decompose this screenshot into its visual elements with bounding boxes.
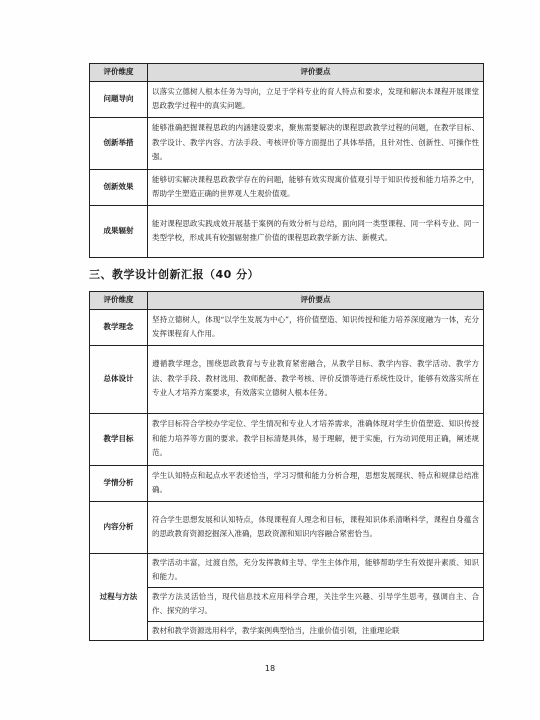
header-points: 评价要点 bbox=[148, 292, 484, 310]
row-points: 学生认知特点和起点水平表述恰当，学习习惯和能力分析合理，思想发展现状、特点和规律总结准确。 bbox=[148, 465, 484, 501]
header-dimension: 评价维度 bbox=[90, 292, 148, 310]
header-dimension: 评价维度 bbox=[90, 64, 148, 82]
evaluation-table-1 bbox=[89, 63, 484, 258]
row-points: 能够切实解决课程思政教学存在的问题，能够有效实现寓价值观引导于知识传授和能力培养之中，帮助学生塑造正确的世界观人生观价值观。 bbox=[148, 169, 484, 205]
table-row bbox=[90, 205, 484, 257]
table-row bbox=[90, 309, 484, 345]
page-number: 18 bbox=[264, 664, 276, 673]
table-header-row bbox=[90, 292, 484, 310]
section-title: 三、教学设计创新汇报（40 分） bbox=[89, 268, 260, 281]
row-points: 教材和教学资源选用科学，教学案例典型恰当，注重价值引领，注重理论联 bbox=[148, 621, 483, 639]
row-points: 以落实立德树人根本任务为导向，立足于学科专业的育人特点和要求，发现和解决本课程开展课堂思政教学过程中的真实问题。 bbox=[148, 81, 484, 117]
row-points: 教学目标符合学校办学定位、学生情况和专业人才培养需求，准确体现对学生价值塑造、知识传授和能力培养等方面的要求。教学目标清楚具体，易于理解，便于实施，行为动词使用正确，阐述规范。 bbox=[148, 413, 484, 465]
row-points: 坚持立德树人，体现“以学生发展为中心”，将价值塑造、知识传授和能力培养深度融为一体，充分发挥课程育人作用。 bbox=[148, 309, 484, 345]
row-dimension: 总体设计 bbox=[90, 345, 148, 413]
row-dimension: 教学目标 bbox=[90, 413, 148, 465]
row-dimension: 成果辐射 bbox=[90, 205, 148, 257]
row-points-group bbox=[148, 553, 484, 641]
row-dimension: 创新举措 bbox=[90, 117, 148, 169]
table-row bbox=[90, 465, 484, 501]
header-points: 评价要点 bbox=[148, 64, 484, 82]
table-row bbox=[90, 413, 484, 465]
evaluation-table-2 bbox=[89, 291, 484, 641]
table-row bbox=[90, 345, 484, 413]
row-dimension: 过程与方法 bbox=[90, 553, 148, 641]
row-dimension: 创新效果 bbox=[90, 169, 148, 205]
row-points: 符合学生思想发展和认知特点，体现课程育人理念和目标，课程知识体系清晰科学，课程自身蕴含的思政教育资源挖掘深入准确，思政资源和知识内容融合紧密恰当。 bbox=[148, 501, 484, 553]
row-points: 能对课程思政实践成效开展基于案例的有效分析与总结，面向同一类型课程、同一学科专业、同一类型学校，形成具有较强辐射推广价值的课程思政教学新方法、新模式。 bbox=[148, 205, 484, 257]
row-points: 教学活动丰富，过渡自然，充分发挥教师主导、学生主体作用，能够帮助学生有效提升素质、知识和能力。 bbox=[152, 557, 479, 581]
table-row bbox=[90, 117, 484, 169]
table-row bbox=[90, 501, 484, 553]
row-dimension: 问题导向 bbox=[90, 81, 148, 117]
row-dimension: 教学理念 bbox=[90, 309, 148, 345]
table-row bbox=[90, 81, 484, 117]
row-points: 能够准确把握课程思政的内涵建设要求，聚焦需要解决的课程思政教学过程的问题，在教学目标、教学设计、教学内容、方法手段、考核评价等方面提出了具体举措，且针对性、创新性、可操作性强。 bbox=[148, 117, 484, 169]
table-header-row bbox=[90, 64, 484, 82]
row-dimension: 内容分析 bbox=[90, 501, 148, 553]
table-row bbox=[90, 553, 484, 641]
row-dimension: 学情分析 bbox=[90, 465, 148, 501]
table-row bbox=[90, 169, 484, 205]
row-points: 教学方法灵活恰当，现代信息技术应用科学合理，关注学生兴趣、引导学生思考，强调自主、合作、探究的学习。 bbox=[148, 587, 483, 619]
row-points: 遵循教学理念，围绕思政教育与专业教育紧密融合，从教学目标、教学内容、教学活动、教学方法、教学手段、教材选用、教师配备、教学考核、评价反馈等进行系统性设计，能够有效落实所在专业人才培养方案要求，有效落实立德树人根本任务。 bbox=[148, 345, 484, 413]
